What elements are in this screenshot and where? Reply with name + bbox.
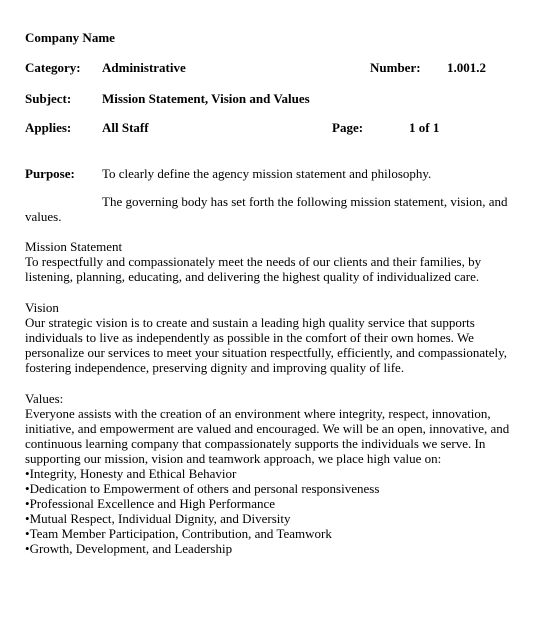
applies-value: All Staff xyxy=(102,120,149,135)
purpose-label: Purpose: xyxy=(25,166,75,181)
values-section xyxy=(25,391,520,556)
list-item: • Integrity, Honesty and Ethical Behavior xyxy=(25,466,520,481)
mission-section xyxy=(25,239,520,284)
subject-label: Subject: xyxy=(25,91,72,106)
list-item: • Dedication to Empowerment of others and personal responsiveness xyxy=(25,481,520,496)
list-item: • Growth, Development, and Leadership xyxy=(25,541,520,556)
page-value: 1 of 1 xyxy=(409,120,440,135)
vision-text: Our strategic vision is to create and sustain a leading high quality service that supports individuals to live as independently as possible in the comfort of their own homes. We personalize our services to meet your situation respectfully, efficiently, and compassionately, fostering independence, preserving dignity and improving quality of life. xyxy=(25,315,508,375)
list-item: • Professional Excellence and High Performance xyxy=(25,496,520,511)
policy-section xyxy=(25,194,520,224)
list-item: • Mutual Respect, Individual Dignity, and Diversity xyxy=(25,511,520,526)
category-label: Category: xyxy=(25,60,81,75)
subject-value: Mission Statement, Vision and Values xyxy=(102,91,310,106)
page-label: Page: xyxy=(332,120,364,135)
values-list xyxy=(25,466,520,556)
purpose-text: To clearly define the agency mission statement and philosophy. xyxy=(102,166,432,181)
list-item: • Team Member Participation, Contribution, and Teamwork xyxy=(25,526,520,541)
values-intro: Everyone assists with the creation of an environment where integrity, respect, innovation, initiative, and empowerment are valued and encouraged. We will be an open, innovative, and continuous learning company that compassionately supports the individuals we serve. In supporting our mission, vision and teamwork approach, we place high value on: xyxy=(25,406,510,466)
applies-label: Applies: xyxy=(25,120,72,135)
vision-section xyxy=(25,300,520,375)
company-name: Company Name xyxy=(25,30,115,45)
mission-heading: Mission Statement xyxy=(25,239,123,254)
category-value: Administrative xyxy=(102,60,186,75)
values-heading: Values: xyxy=(25,391,64,406)
number-label: Number: xyxy=(370,60,421,75)
vision-heading: Vision xyxy=(25,300,59,315)
policy-text: The governing body has set forth the following mission statement, vision, and values. xyxy=(25,194,508,224)
number-value: 1.001.2 xyxy=(447,60,486,75)
mission-text: To respectfully and compassionately meet the needs of our clients and their families, by listening, planning, educating, and delivering the highest quality of individualized care. xyxy=(25,254,482,284)
